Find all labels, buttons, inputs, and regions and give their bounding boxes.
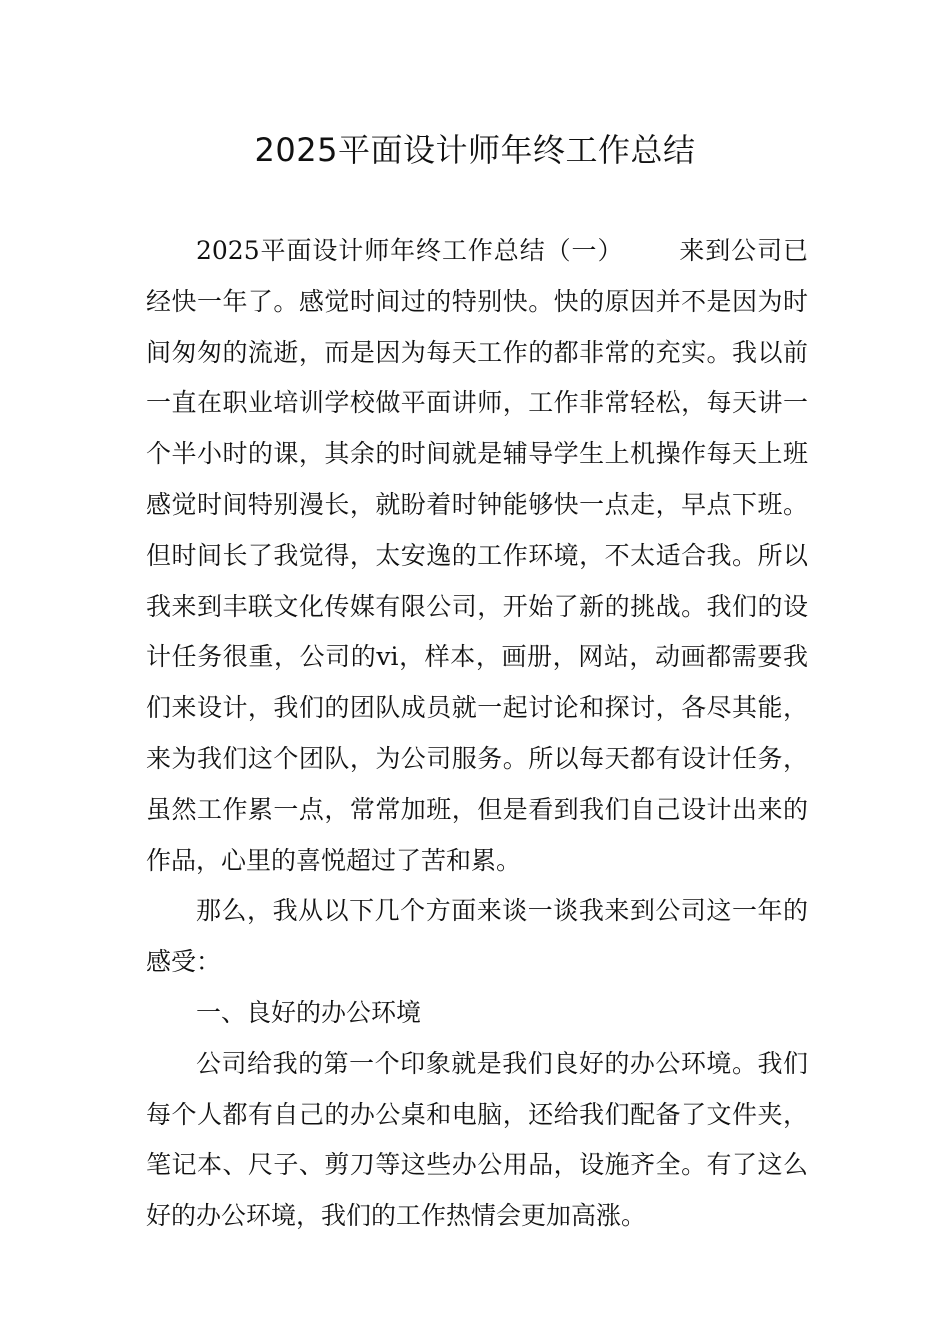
paragraph-office-environment: 公司给我的第一个印象就是我们良好的办公环境。我们每个人都有自己的办公桌和电脑，还给我们配备了文件夹，笔记本、尺子、剪刀等这些办公用品，设施齐全。有了这么好的办公环境，我们的工作热情会更加高涨。 (146, 1048, 808, 1231)
section-title: 2025平面设计师年终工作总结（一） (196, 236, 624, 265)
paragraph-intro-text: 来到公司已经快一年了。感觉时间过的特别快。快的原因并不是因为时间匆匆的流逝，而是因为每天工作的都非常的充实。我以前一直在职业培训学校做平面讲师，工作非常轻松，每天讲一个半小时的课，其余的时间就是辅导学生上机操作每天上班感觉时间特别漫长，就盼着时钟能够快一点走，早点下班。但时间长了我觉得，太安逸的工作环境，不太适合我。所以我来到丰联文化传媒有限公司，开始了新的挑战。我们的设计任务很重，公司的vi，样本，画册，网站，动画都需要我们来设计，我们的团队成员就一起讨论和探讨，各尽其能，来为我们这个团队，为公司服务。所以每天都有设计任务，虽然工作累一点，常常加班，但是看到我们自己设计出来的作品，心里的喜悦超过了苦和累。 (146, 236, 808, 875)
paragraph-aspects: 那么，我从以下几个方面来谈一谈我来到公司这一年的感受： (146, 896, 808, 977)
subheading-office-environment: 一、良好的办公环境 (196, 997, 422, 1027)
document-title: 2025平面设计师年终工作总结 (254, 131, 696, 169)
paragraph-intro (146, 226, 808, 886)
document-body (146, 226, 808, 1242)
